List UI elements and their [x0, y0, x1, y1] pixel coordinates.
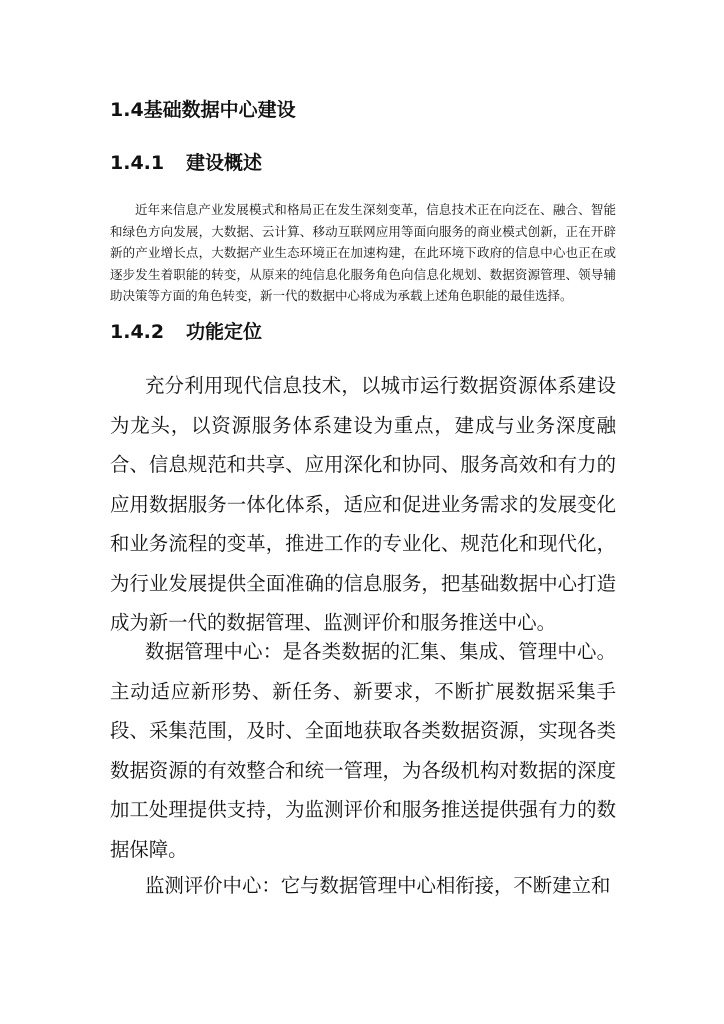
- subsection-title: 功能定位: [186, 321, 263, 343]
- section-heading: 1.4基础数据中心建设: [110, 99, 296, 121]
- function-paragraph-data-management: 数据管理中心：是各类数据的汇集、集成、管理中心。主动适应新形势、新任务、新要求，不断扩展数据采集手段、采集范围，及时、全面地获取各类数据资源，实现各类数据资源的有效整合和统一管理，为各级机构对数据的深度加工处理提供支持，为监测评价和服务推送提供强有力的数据保障。: [110, 640, 616, 861]
- subsection-heading-overview: [110, 149, 262, 177]
- subsection-number: 1.4.1: [110, 152, 165, 174]
- function-paragraph-monitoring: 监测评价中心：它与数据管理中心相衔接，不断建立和: [145, 874, 611, 897]
- subsection-number: 1.4.2: [110, 321, 165, 343]
- subsection-heading-function: [110, 318, 262, 346]
- function-paragraph-intro: 充分利用现代信息技术，以城市运行数据资源体系建设为龙头，以资源服务体系建设为重点，建成与业务深度融合、信息规范和共享、应用深化和协同、服务高效和有力的应用数据服务一体化体系，适应和促进业务需求的发展变化和业务流程的变革，推进工作的专业化、规范化和现代化，为行业发展提供全面准确的信息服务，把基础数据中心打造成为新一代的数据管理、监测评价和服务推送中心。: [110, 374, 616, 634]
- subsection-title: 建设概述: [186, 152, 263, 174]
- overview-paragraph: 近年来信息产业发展模式和格局正在发生深刻变革，信息技术正在向泛在、融合、智能和绿色方向发展，大数据、云计算、移动互联网应用等面向服务的商业模式创新，正在开辟新的产业增长点，大数据产业生态环境正在加速构建，在此环境下政府的信息中心也正在或逐步发生着职能的转变，从原来的纯信息化服务角色向信息化规划、数据资源管理、领导辅助决策等方面的角色转变，新一代的数据中心将成为承载上述角色职能的最佳选择。: [110, 202, 616, 304]
